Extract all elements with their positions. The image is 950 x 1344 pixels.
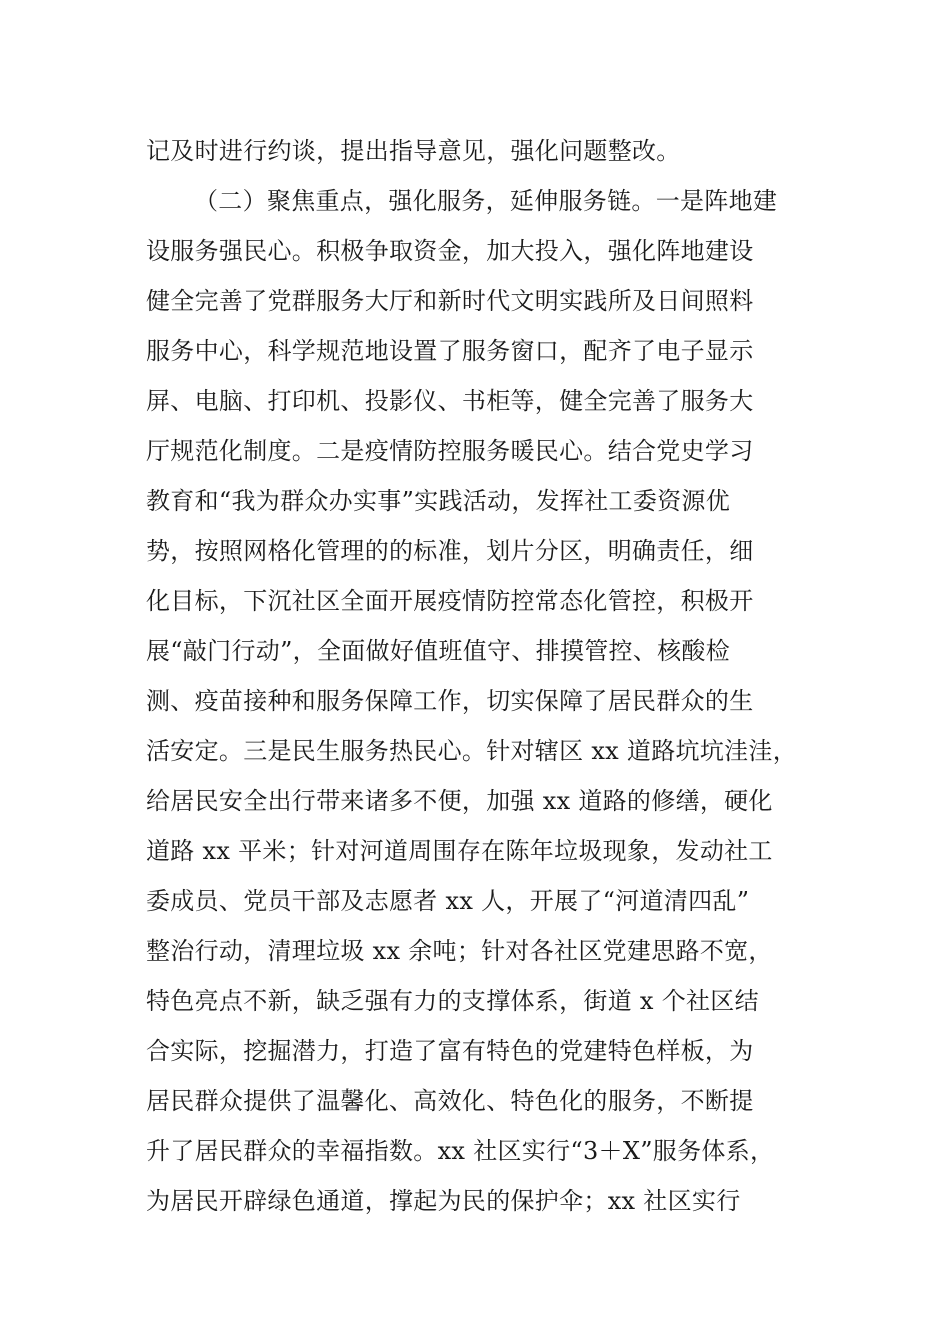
text-line: 道路 xx 平米；针对河道周围存在陈年垃圾现象，发动社工: [146, 837, 773, 865]
text-line: 整治行动，清理垃圾 xx 余吨；针对各社区党建思路不宽，: [146, 937, 773, 965]
text-line: 势，按照网格化管理的的标准，划片分区，明确责任，细: [146, 537, 754, 565]
text-line: 设服务强民心。积极争取资金，加大投入，强化阵地建设: [146, 237, 754, 265]
text-line: 展“敲门行动”，全面做好值班值守、排摸管控、核酸检: [146, 637, 731, 665]
text-line: 居民群众提供了温馨化、高效化、特色化的服务，不断提: [146, 1087, 754, 1115]
text-line: 合实际，挖掘潜力，打造了富有特色的党建特色样板，为: [146, 1037, 754, 1065]
body-text: [146, 126, 826, 1226]
text-line: 委成员、党员干部及志愿者 xx 人，开展了“河道清四乱”: [146, 887, 750, 915]
text-line: 特色亮点不新，缺乏强有力的支撑体系，街道 x 个社区结: [146, 987, 759, 1015]
text-line: 给居民安全出行带来诸多不便，加强 xx 道路的修缮，硬化: [146, 787, 773, 815]
text-line: 为居民开辟绿色通道，撑起为民的保护伞；xx 社区实行: [146, 1187, 741, 1215]
text-line: 服务中心，科学规范地设置了服务窗口，配齐了电子显示: [146, 337, 754, 365]
text-line: 化目标，下沉社区全面开展疫情防控常态化管控，积极开: [146, 587, 754, 615]
text-line: 健全完善了党群服务大厅和新时代文明实践所及日间照料: [146, 287, 754, 315]
text-line: 测、疫苗接种和服务保障工作，切实保障了居民群众的生: [146, 687, 754, 715]
text-line: 记及时进行约谈，提出指导意见，强化问题整改。: [146, 137, 681, 165]
text-line: 教育和“我为群众办实事”实践活动，发挥社工委资源优: [146, 487, 731, 515]
text-line: 升了居民群众的幸福指数。xx 社区实行“3＋X”服务体系，: [146, 1137, 775, 1165]
text-line: 活安定。三是民生服务热民心。针对辖区 xx 道路坑坑洼洼，: [146, 737, 798, 765]
text-line: 屏、电脑、打印机、投影仪、书柜等，健全完善了服务大: [146, 387, 754, 415]
text-line: 厅规范化制度。二是疫情防控服务暖民心。结合党史学习: [146, 437, 754, 465]
text-line: （二）聚焦重点，强化服务，延伸服务链。一是阵地建: [194, 187, 778, 215]
